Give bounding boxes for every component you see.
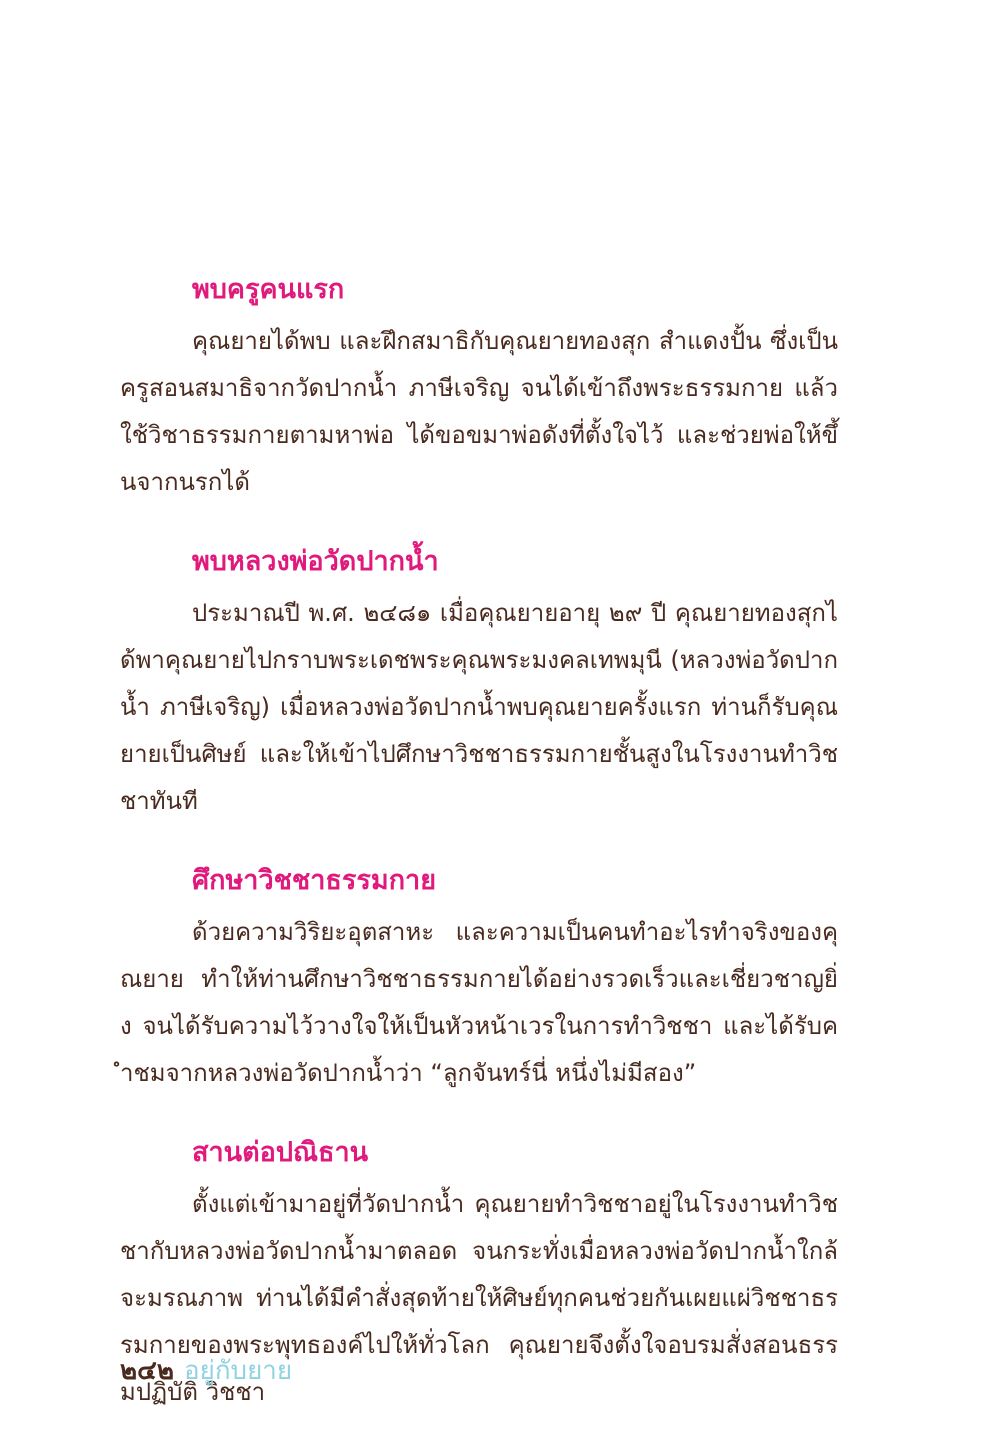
book-title: อยู่กับยาย xyxy=(183,1356,293,1386)
section-body: ตั้งแต่เข้ามาอยู่ที่วัดปากน้ำ คุณยายทำวิชชาอยู่ในโรงงานทำวิชชากับหลวงพ่อวัดปากน้ำมาตลอด จนกระทั่งเมื่อหลวงพ่อวัดปากน้ำใกล้จะมรณภาพ ท่านได้มีคำสั่งสุดท้ายให้ศิษย์ทุกคนช่วยกันเผยแผ่วิชชาธรรมกายของพระพุทธองค์ไปให้ทั่วโลก คุณยายจึงตั้งใจอบรมสั่งสอนธรรมปฏิบัติ วิชชา xyxy=(120,1190,838,1406)
section-meet-luang-por xyxy=(120,542,838,825)
page-content xyxy=(120,270,838,1452)
section-body: ประมาณปี พ.ศ. ๒๔๘๑ เมื่อคุณยายอายุ ๒๙ ปี คุณยายทองสุกได้พาคุณยายไปกราบพระเดชพระคุณพระมงคลเทพมุนี (หลวงพ่อวัดปากน้ำ ภาษีเจริญ) เมื่อหลวงพ่อวัดปากน้ำพบคุณยายครั้งแรก ท่านก็รับคุณยายเป็นศิษย์ และให้เข้าไปศึกษาวิชชาธรรมกายชั้นสูงในโรงงานทำวิชชาทันที xyxy=(120,599,838,815)
section-body: ด้วยความวิริยะอุตสาหะ และความเป็นคนทำอะไรทำจริงของคุณยาย ทำให้ท่านศึกษาวิชชาธรรมกายได้อย่างรวดเร็วและเชี่ยวชาญยิ่ง จนได้รับความไว้วางใจให้เป็นหัวหน้าเวรในการทำวิชชา และได้รับคำชมจากหลวงพ่อวัดปากน้ำว่า “ลูกจันทร์นี่ หนึ่งไม่มีสอง” xyxy=(120,918,838,1087)
section-heading: พบหลวงพ่อวัดปากน้ำ xyxy=(192,546,439,577)
section-heading: พบครูคนแรก xyxy=(192,274,345,305)
section-heading: สานต่อปณิธาน xyxy=(192,1137,369,1168)
section-study-dhammakaya xyxy=(120,861,838,1097)
section-first-teacher xyxy=(120,270,838,506)
page-footer xyxy=(120,1350,292,1390)
section-body: คุณยายได้พบ และฝึกสมาธิกับคุณยายทองสุก สำแดงปั้น ซึ่งเป็นครูสอนสมาธิจากวัดปากน้ำ ภาษีเจริญ จนได้เข้าถึงพระธรรมกาย แล้วใช้วิชาธรรมกายตามหาพ่อ ได้ขอขมาพ่อดังที่ตั้งใจไว้ และช่วยพ่อให้ขึ้นจากนรกได้ xyxy=(120,327,838,496)
page-number: ๒๔๒ xyxy=(120,1356,174,1386)
section-heading: ศึกษาวิชชาธรรมกาย xyxy=(192,865,437,896)
